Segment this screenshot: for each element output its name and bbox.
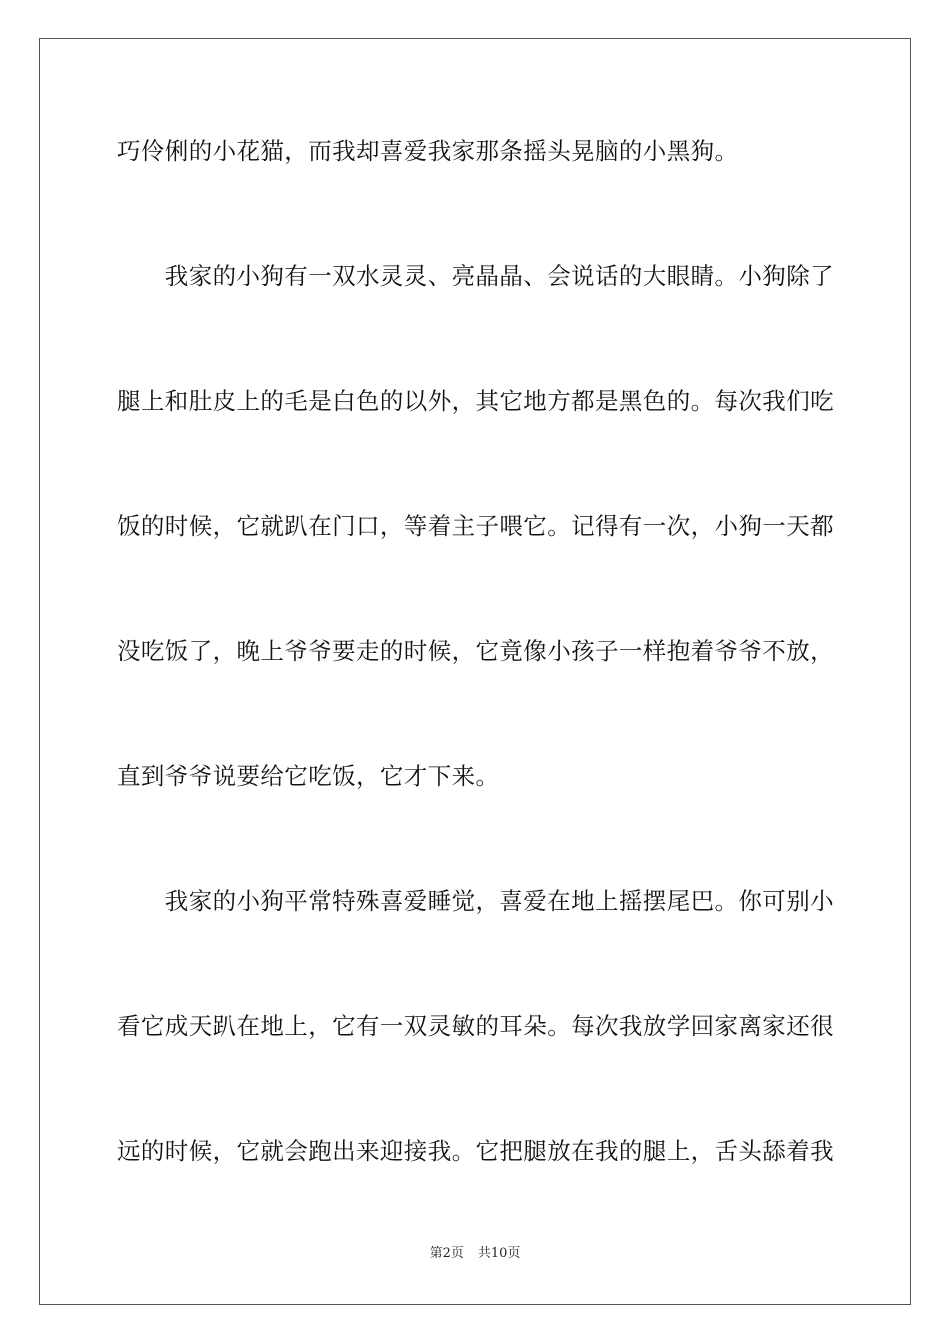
page-number: 第2页 bbox=[429, 1246, 464, 1261]
text-line-9: 远的时候，它就会跑出来迎接我。它把腿放在我的腿上，舌头舔着我 bbox=[117, 1137, 834, 1165]
total-pages: 共10页 bbox=[477, 1246, 521, 1261]
text-line-3: 腿上和肚皮上的毛是白色的以外，其它地方都是黑色的。每次我们吃 bbox=[117, 387, 834, 415]
text-line-5: 没吃饭了，晚上爷爷要走的时候，它竟像小孩子一样抱着爷爷不放， bbox=[117, 637, 834, 665]
text-line-6: 直到爷爷说要给它吃饭，它才下来。 bbox=[117, 762, 500, 790]
text-line-7: 我家的小狗平常特殊喜爱睡觉，喜爱在地上摇摆尾巴。你可别小 bbox=[117, 887, 834, 915]
page-footer bbox=[0, 1245, 950, 1263]
text-line-4: 饭的时候，它就趴在门口，等着主子喂它。记得有一次，小狗一天都 bbox=[117, 512, 834, 540]
text-line-1: 巧伶俐的小花猫，而我却喜爱我家那条摇头晃脑的小黑狗。 bbox=[117, 137, 739, 165]
text-line-8: 看它成天趴在地上，它有一双灵敏的耳朵。每次我放学回家离家还很 bbox=[117, 1012, 834, 1040]
page-border bbox=[39, 38, 911, 1305]
text-line-2: 我家的小狗有一双水灵灵、亮晶晶、会说话的大眼睛。小狗除了 bbox=[117, 262, 834, 290]
